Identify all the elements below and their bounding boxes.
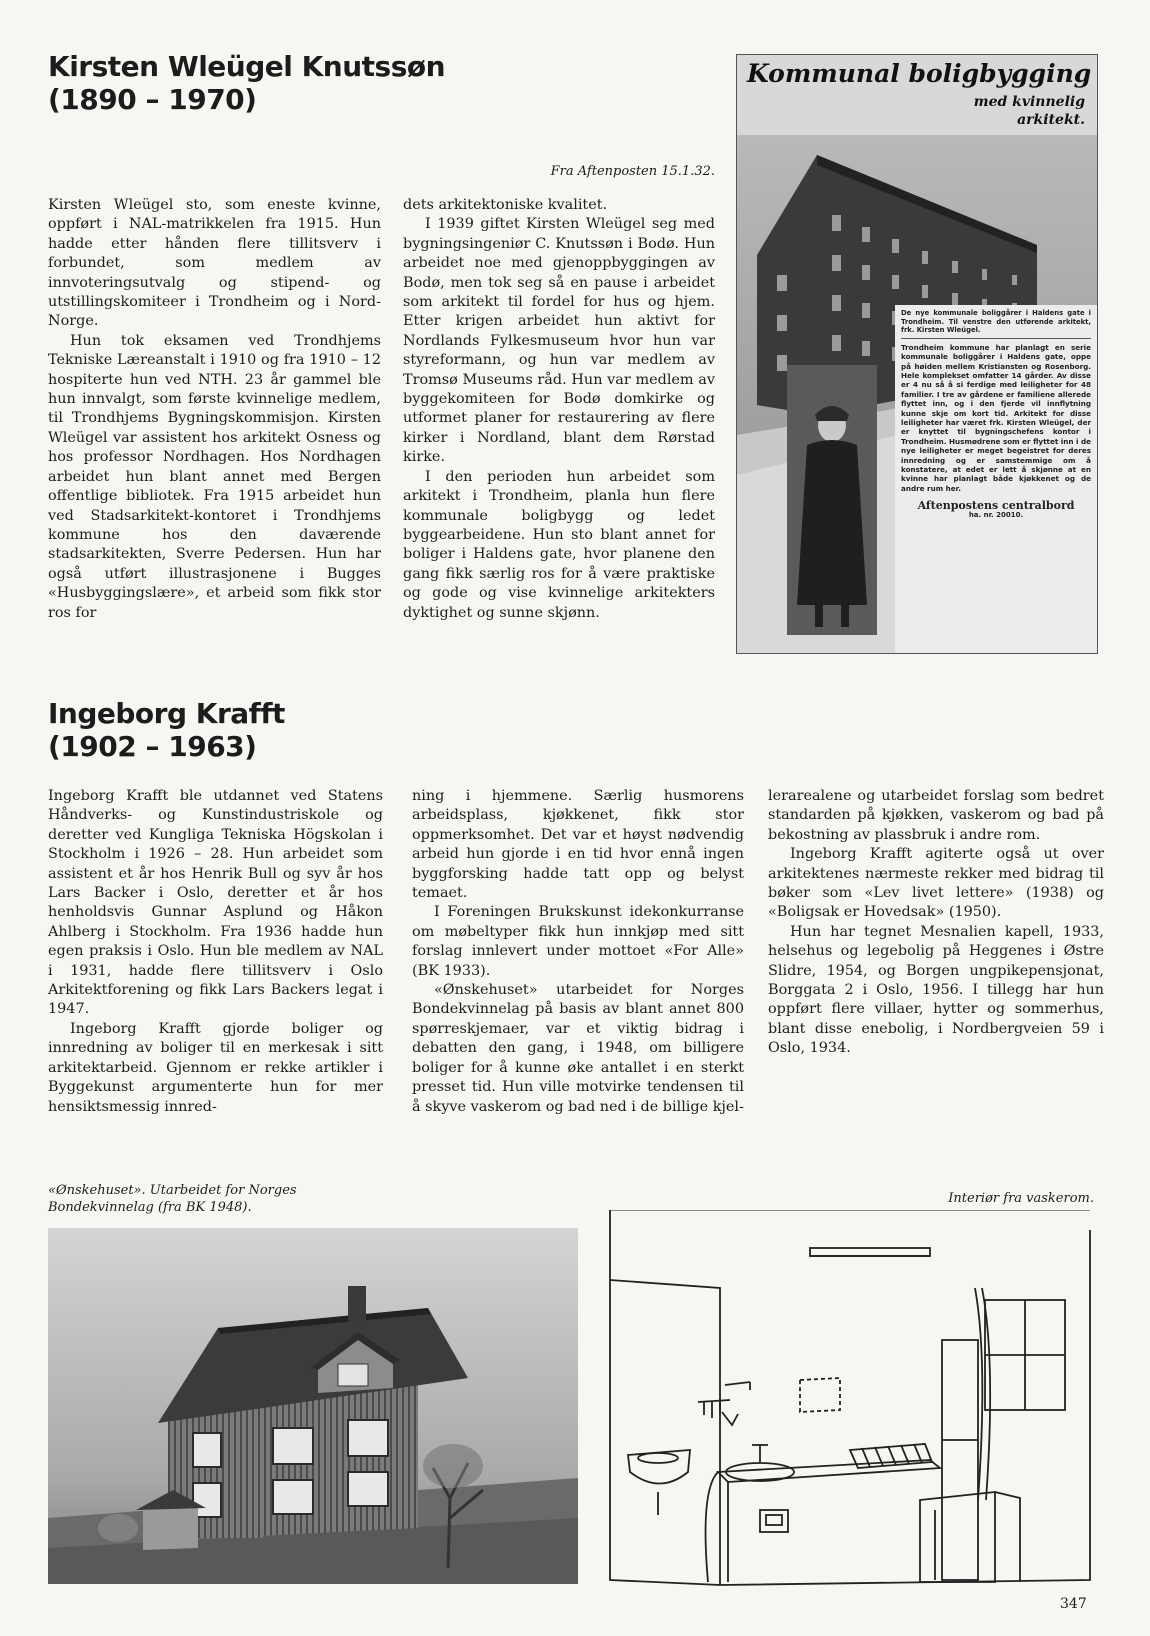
paragraph: dets arkitektoniske kvalitet. [403,197,608,213]
paragraph: Ingeborg Krafft ble utdannet ved Statens Håndverks- og Kunstindustriskole og deretter ved Kungliga Tekniska Högskolan i Stockholm i 1926 – 28. Hun arbeidet som assistent et år hos Henrik Bull og syv år hos Lars Backer i Oslo, deretter et år hos henholdsvis Gunnar Asplund og Håkon Ahlberg i Stockholm. Fra 1936 hadde hun egen praksis i Oslo. Hun ble medlem av NAL i 1931, hadde flere tillitsverv i Oslo Arkitektforening og fikk Lars Backers legat i 1947. [48,788,383,1018]
clipping-caption: Fra Aftenposten 15.1.32. [550,164,715,179]
clipping-article-text: Trondheim kommune har planlagt en serie kommunale boliggårer i Haldens gate, oppe på høiden mellem Kristiansten og Rosenborg. Hele komplekset omfatter 14 gårder. Av disse er 4 nu så å si ferdige med leiligheter for 48 familier. I tre av gårdene er familiene allerede flyttet inn, og i den fjerde vil innflytning kunne skje om kort tid. Arkitekt for disse leiligheter har været frk. Kirsten Wleügel, der er knyttet til bygningschefens kontor i Trondheim. Husmødrene som er flyttet inn i de nye leiligheter er meget begeistret for deres innredning og er samstemmige om å konstatere, at edet er lett å skjønne at en kvinne har planlagt både kjøkkenet og de andre rum her. [901,342,1091,493]
section2-title-name: Ingeborg Krafft [48,697,285,730]
section2-title [48,697,285,763]
drawing-caption: Interiør fra vaskerom. [948,1191,1094,1206]
section2-column-3 [768,787,1104,1059]
clipping-byline: Aftenpostens centralbord [917,499,1075,513]
section1-column-2 [403,196,715,623]
section2-title-years: (1902 – 1963) [48,730,257,763]
paragraph: Ingeborg Krafft agiterte også ut over arkitektenes nærmeste rekker med bidrag til bøker som «Lev livet lettere» (1938) og «Boligsak er Hovedsak» (1950). [768,846,1104,921]
page-number: 347 [1060,1596,1087,1612]
paragraph: I den perioden hun arbeidet som arkitekt i Trondheim, planla hun flere kommunale boligbygg og ledet byggearbeidene. Hun sto blant annet for boliger i Haldens gate, hvor planene den gang fikk særlig ros for å være praktiske og gode og vise kvinnelige arkitekters dyktighet og sunne skjønn. [403,468,715,621]
clipping-byline-number: ha. nr. 20010. [968,510,1024,519]
clipping-headline: Kommunal boligbygging [747,59,1092,88]
house-photo [48,1228,578,1584]
paragraph: I 1939 giftet Kirsten Wleügel seg med bygningsingeniør C. Knutssøn i Bodø. Hun arbeidet noe med gjenoppbyggingen av Bodø, men tok seg så en pause i arbeidet som arkitekt til fordel for hus og hjem. Etter krigen arbeidet hun aktivt for Nordlands Fylkesmuseum hvor hun var styreformann, og hun var medlem av Tromsø Museums råd. Hun var medlem av byggekomiteen for Bodø domkirke og utformet planer for restaurering av flere kirker i Nordland, blant dem Rørstad kirke. [403,216,715,466]
section1-column-1 [48,196,381,623]
paragraph: Hun har tegnet Mesnalien kapell, 1933, helsehus og legebolig på Heggenes i Østre Slidre, 1954, og Borgen ungpikepensjonat, Borggata 2 i Oslo, 1956. I tillegg har hun oppført flere villaer, hytter og sommerhus, blant disse enebolig, i Nordbergveien 59 i Oslo, 1934. [768,923,1104,1057]
section2-column-2 [412,787,744,1117]
section1-title [48,50,445,116]
laundry-room-drawing [600,1210,1100,1588]
paragraph: ning i hjemmene. Særlig husmorens arbeidsplass, kjøkkenet, fikk stor oppmerksomhet. Det var et høyst nødvendig arbeid hun gjorde i en tid hvor ennå ingen byggforsking hadde tatt opp og belyst temaet. [412,788,744,902]
section1-title-name: Kirsten Wleügel Knutssøn [48,50,446,83]
clipping-headline-block [737,55,1097,135]
clipping-subhead: med kvinnelig arkitekt. [973,94,1085,128]
clipping-photo-caption: De nye kommunale boliggårer i Haldens gate i Trondheim. Til venstre den utførende arkitekt, frk. Kirsten Wleügel. [901,309,1091,339]
paragraph: Ingeborg Krafft gjorde boliger og innredning av boliger til en merkesak i sitt arkitektarbeid. Gjennom er rekke artikler i Byggekunst argumenterte hun for mer hensiktsmessig innred- [48,1020,383,1115]
paragraph: Kirsten Wleügel sto, som eneste kvinne, oppført i NAL-matrikkelen fra 1915. Hun hadde etter hånden flere tillitsverv i forbundet, som medlem av innvoteringsutvalg og stipend- og utstillingskomiteer i Trondheim og i Nord-Norge. [48,197,381,330]
section1-title-years: (1890 – 1970) [48,83,257,116]
clipping-article [895,305,1097,653]
paragraph: lerarealene og utarbeidet forslag som bedret standarden på kjøkken, vaskerom og bad på bekostning av plassbruk i andre rom. [768,788,1104,843]
paragraph: I Foreningen Brukskunst idekonkurranse om møbeltyper fikk hun innkjøp med sitt forslag innlevert under mottoet «For Alle» (BK 1933). [412,904,744,979]
newspaper-clipping [736,54,1098,654]
paragraph: «Ønskehuset» utarbeidet for Norges Bondekvinnelag på basis av blant annet 800 spørreskjemaer, var et viktig bidrag i debatten den gang, i 1948, om billigere boliger for å kunne øke antallet i en sterkt presset tid. Hun ville motvirke tendensen til å skyve vaskerom og bad ned i de billige kjel- [412,982,744,1115]
section2-column-1 [48,787,383,1117]
paragraph: Hun tok eksamen ved Trondhjems Tekniske Læreanstalt i 1910 og fra 1910 – 12 hospiterte hun ved NTH. 23 år gammel ble hun innvalgt, som første kvinnelige medlem, til Trondhjems Bygningskommisjon. Kirsten Wleügel var assistent hos arkitekt Osness og hos professor Nordhagen. Hos Nordhagen arbeidet hun blant annet med Bergen offentlige bibliotek. Fra 1915 arbeidet hun ved Stadsarkitekt-kontoret i Trondhjems kommune hos den daværende stadsarkitekten, Sverre Pedersen. Hun har også utført illustrasjonene i Bugges «Husbyggingslære», et arbeid som fikk stor ros for [48,332,381,621]
house-photo-caption: «Ønskehuset». Utarbeidet for Norges Bondekvinnelag (fra BK 1948). [48,1183,297,1215]
